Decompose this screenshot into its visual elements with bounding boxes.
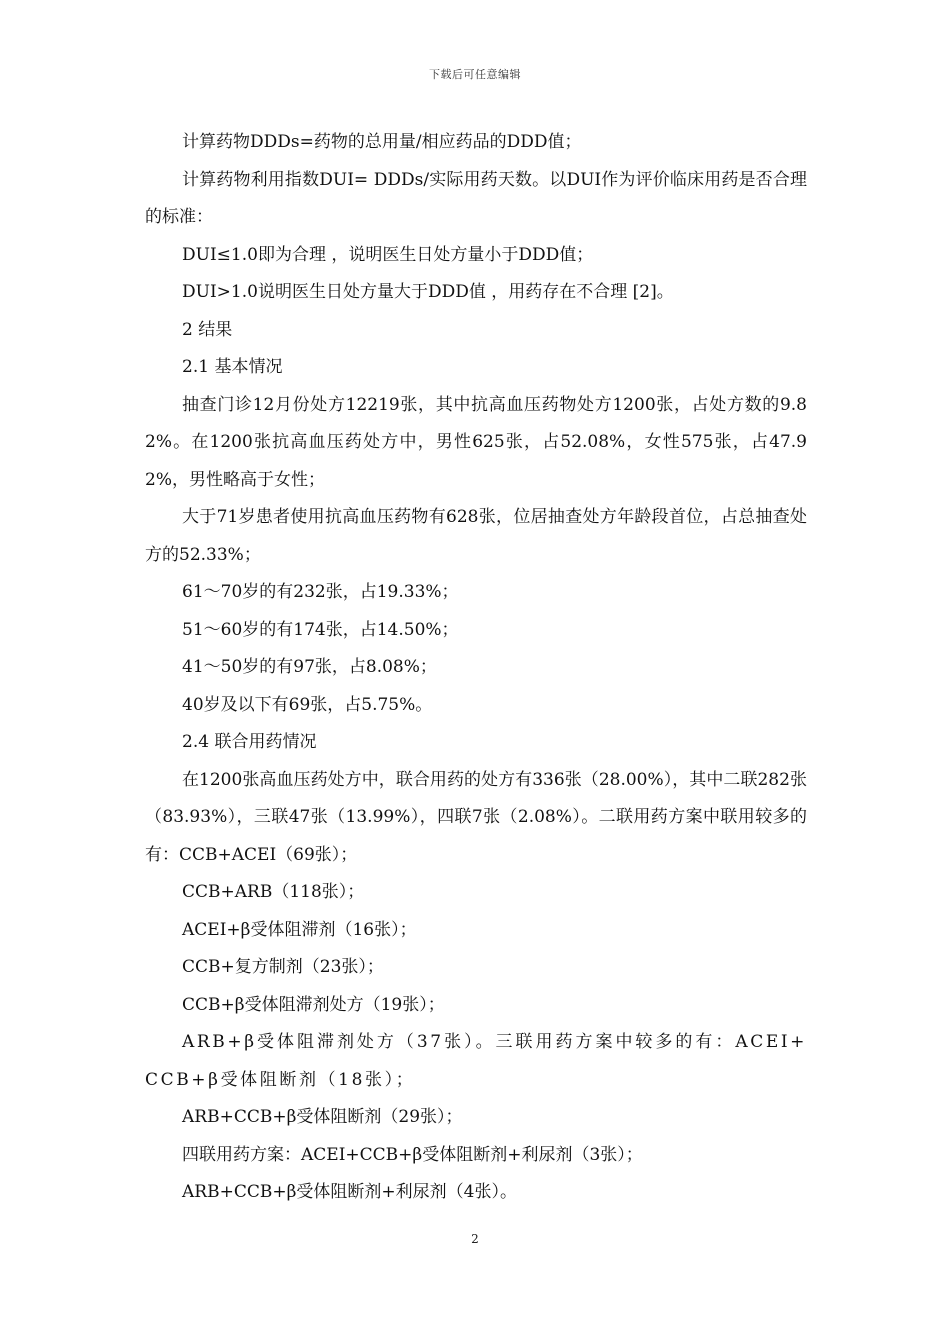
paragraph-combination-summary: 在1200张高血压药处方中，联合用药的处方有336张（28.00%），其中二联282张（83.93%），三联47张（13.99%），四联7张（2.08%）。二联用药方案中联用较多的有：CCB+ACEI（69张）； — [145, 769, 807, 865]
section-heading-combination: 2.4 联合用药情况 — [182, 732, 317, 752]
paragraph-dui-reasonable: DUI≤1.0即为合理 ，说明医生日处方量小于DDD值； — [182, 244, 594, 265]
body-content — [145, 124, 807, 1212]
paragraph-ccb-beta: CCB+β受体阻滞剂处方（19张）； — [182, 994, 445, 1015]
section-heading-results: 2 结果 — [182, 319, 233, 340]
paragraph-ddds-formula: 计算药物DDDs=药物的总用量/相应药品的DDD值； — [182, 132, 582, 152]
paragraph-quadruple-arb: ARB+CCB+β受体阻断剂+利尿剂（4张）。 — [182, 1182, 517, 1202]
paragraph-arb-beta-triple: ARB+β受体阻滞剂处方（37张）。三联用药方案中较多的有：ACEI+CCB+β受体阻断剂（18张）； — [145, 1032, 807, 1090]
paragraph-dui-formula: 计算药物利用指数DUI= DDDs/实际用药天数。以DUI作为评价临床用药是否合理的标准： — [145, 169, 807, 227]
paragraph-ccb-arb: CCB+ARB（118张）； — [182, 882, 365, 902]
paragraph-age-51-60: 51～60岁的有174张，占14.50%； — [182, 619, 459, 640]
paragraph-age-61-70: 61～70岁的有232张，占19.33%； — [182, 582, 459, 602]
page-header: 下载后可任意编辑 — [429, 68, 521, 81]
paragraph-age-41-50: 41～50岁的有97张，占8.08%； — [182, 657, 437, 677]
page-number: 2 — [471, 1232, 479, 1246]
paragraph-age-under-40: 40岁及以下有69张，占5.75%。 — [182, 694, 433, 715]
section-heading-basic: 2.1 基本情况 — [182, 357, 283, 377]
paragraph-arb-ccb-beta: ARB+CCB+β受体阻断剂（29张）； — [182, 1107, 463, 1127]
paragraph-acei-beta: ACEI+β受体阻滞剂（16张）； — [182, 919, 417, 940]
paragraph-ccb-compound: CCB+复方制剂（23张）； — [182, 957, 384, 977]
paragraph-dui-unreasonable: DUI>1.0说明医生日处方量大于DDD值 ，用药存在不合理 [2]。 — [182, 282, 674, 302]
paragraph-age-over-71: 大于71岁患者使用抗高血压药物有628张，位居抽查处方年龄段首位，占总抽查处方的52.33%； — [145, 507, 807, 565]
paragraph-quadruple-acei: 四联用药方案：ACEI+CCB+β受体阻断剂+利尿剂（3张）； — [182, 1144, 643, 1165]
paragraph-prescription-sampling: 抽查门诊12月份处方12219张，其中抗高血压药物处方1200张，占处方数的9.82%。在1200张抗高血压药处方中，男性625张，占52.08%，女性575张，占47.92%，男性略高于女性； — [145, 394, 807, 490]
